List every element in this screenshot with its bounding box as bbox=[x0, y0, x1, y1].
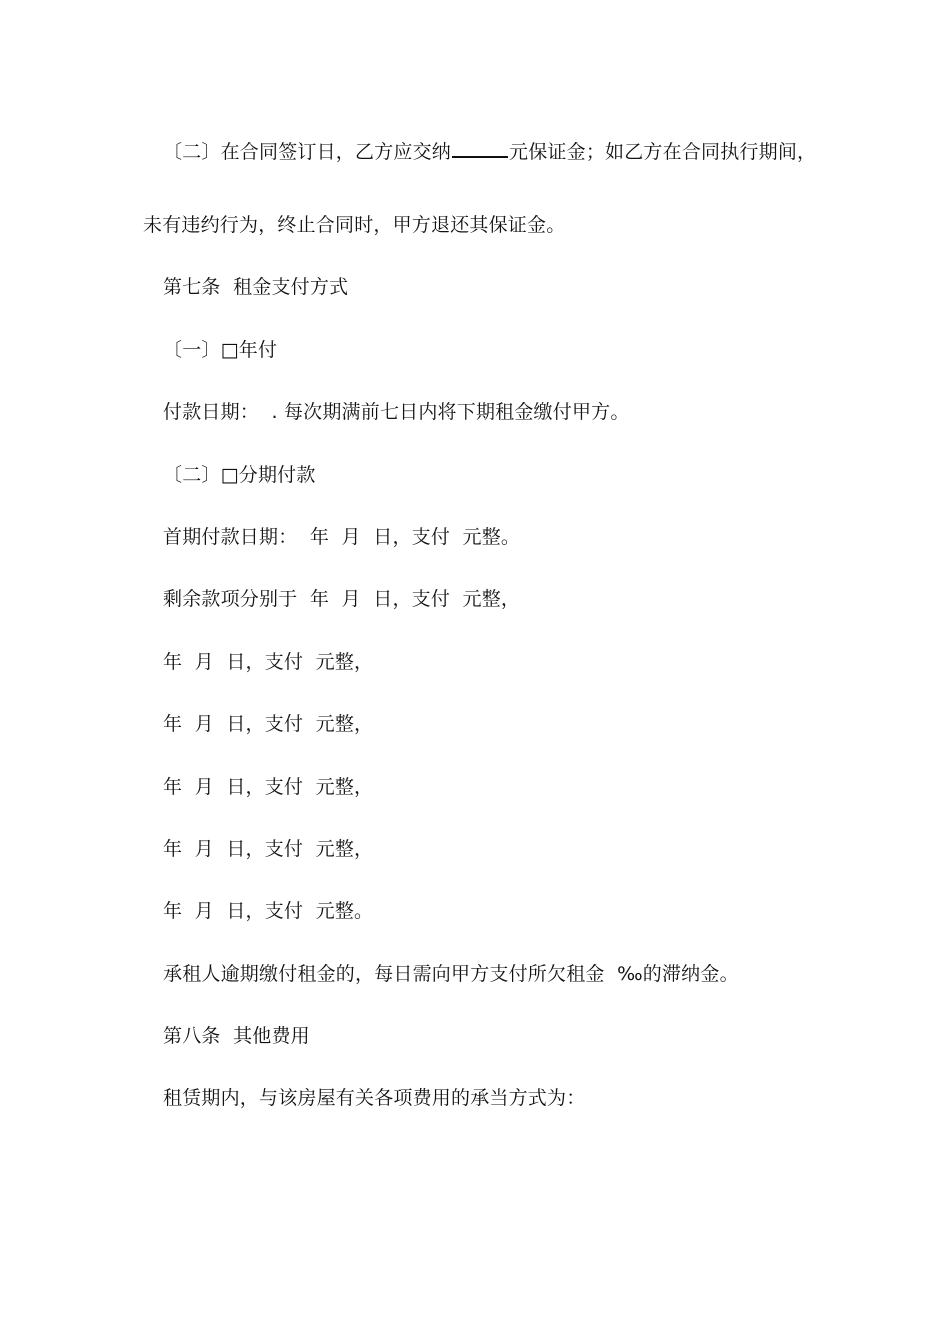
deposit-clause-text-after: 元保证金；如乙方在合同执行期间， bbox=[509, 141, 817, 163]
article8-intro: 租赁期内，与该房屋有关各项费用的承当方式为： bbox=[163, 1087, 586, 1109]
remaining-payment-line: 年 月 日，支付 元整， bbox=[163, 651, 374, 673]
deposit-clause bbox=[163, 138, 816, 165]
deposit-clause-text-before: 〔二〕在合同签订日，乙方应交纳 bbox=[163, 141, 452, 163]
remaining-payment-line: 年 月 日，支付 元整， bbox=[163, 713, 374, 735]
option-annual-label: 〔一〕□年付 bbox=[163, 339, 278, 361]
option-installment-label: 〔二〕□分期付款 bbox=[163, 464, 316, 486]
remaining-payment-line: 年 月 日，支付 元整， bbox=[163, 776, 374, 798]
remaining-payment-line: 年 月 日，支付 元整， bbox=[163, 838, 374, 860]
article8-heading: 第八条 其他费用 bbox=[163, 1025, 310, 1047]
remaining-payment-line: 年 月 日，支付 元整。 bbox=[163, 900, 374, 922]
article7-heading: 第七条 租金支付方式 bbox=[163, 276, 349, 298]
remaining-intro-line: 剩余款项分别于 年 月 日，支付 元整， bbox=[163, 588, 521, 610]
late-fee-clause: 承租人逾期缴付租金的，每日需向甲方支付所欠租金 ‰的滞纳金。 bbox=[163, 963, 739, 985]
first-payment-line: 首期付款日期： 年 月 日，支付 元整。 bbox=[163, 526, 521, 548]
deposit-amount-blank bbox=[452, 138, 508, 158]
deposit-clause-continuation: 未有违约行为，终止合同时，甲方退还其保证金。 bbox=[143, 214, 566, 236]
annual-payment-date: 付款日期： . 每次期满前七日内将下期租金缴付甲方。 bbox=[163, 401, 630, 423]
